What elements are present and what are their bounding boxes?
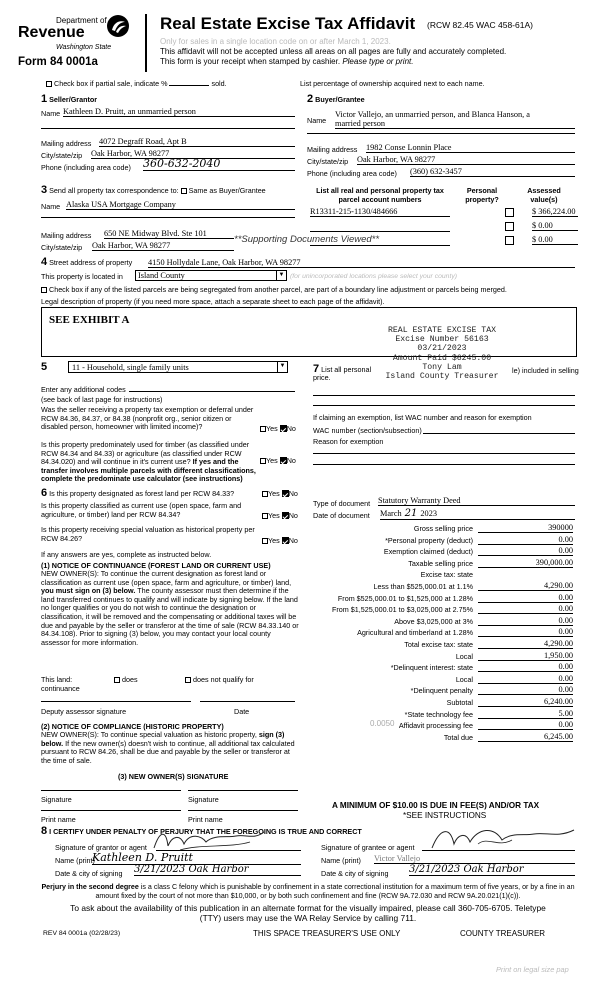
treasurer-only-label: THIS SPACE TREASURER'S USE ONLY — [253, 929, 401, 938]
tax-row-label: Subtotal — [446, 698, 473, 707]
seller-city-field[interactable]: Oak Harbor, WA 98277 — [91, 149, 295, 159]
tax-row-value[interactable]: 0.00 — [478, 535, 573, 545]
tax-row-label: Affidavit processing fee — [398, 721, 473, 731]
form-title: Real Estate Excise Tax Affidavit — [160, 14, 416, 33]
tax-row-label: Above $3,025,000 at 3% — [394, 616, 473, 626]
sec6-q1: 6 Is this property designated as forest land per RCW 84.33? — [41, 487, 235, 499]
deputy-date-label: Date — [234, 707, 250, 716]
exhibit-text: SEE EXHIBIT A — [49, 314, 130, 326]
street-row: 4 Street address of property — [41, 256, 133, 268]
tax-row-label: Taxable selling price — [408, 558, 473, 568]
grantor-date-field[interactable]: 3/21/2023 Oak Harbor — [134, 864, 301, 876]
q1-no-checkbox[interactable] — [280, 425, 287, 432]
buyer-heading: 2 Buyer/Grantee — [307, 93, 365, 105]
tax-row-value[interactable]: 0.00 — [478, 685, 573, 695]
tax-row-label: From $525,000.01 to $1,525,000 at 1.28% — [337, 593, 473, 603]
q2-no-checkbox[interactable] — [280, 457, 287, 464]
parcel-account[interactable]: R13311-215-1130/484666 — [310, 207, 450, 217]
tax-row-value[interactable]: 390,000.00 — [478, 558, 573, 568]
revision-label: REV 84 0001a (02/28/23) — [43, 930, 121, 937]
form-number: Form 84 0001a — [18, 56, 98, 68]
form-rcw: (RCW 82.45 WAC 458-61A) — [427, 20, 533, 30]
grantor-name-field[interactable]: Kathleen D. Pruitt — [92, 851, 301, 865]
tax-row-value[interactable]: 0.00 — [478, 662, 573, 672]
tax-row-label: Gross selling price — [413, 524, 473, 533]
chevron-down-icon: ▼ — [277, 362, 287, 372]
grantee-date-label: Date & city of signing — [321, 869, 389, 878]
personal-head: Personal property? — [465, 186, 499, 204]
owner-print-1[interactable] — [41, 810, 181, 811]
county-select[interactable]: Island County ▼ — [135, 270, 287, 281]
grantee-sig-label: Signature of grantee or agent — [321, 843, 415, 852]
dept-label: Department of — [56, 16, 107, 25]
same-as-buyer-checkbox[interactable] — [181, 188, 187, 194]
sec5-q1: Was the seller receiving a property tax exemption or deferral under RCW 84.36, 84.37, or 84.38 (nonprofit org., senior citizen or disabled person, homeowner with limited income)? — [41, 405, 254, 432]
located-label: This property is located in — [41, 272, 123, 281]
tax-row-label: *Delinquent penalty — [410, 686, 473, 696]
seller-mail-field[interactable]: 4072 Degraff Road, Apt B — [99, 137, 295, 147]
tax-row-value[interactable]: 0.00 — [478, 616, 573, 626]
tax-row-label: *State technology fee — [404, 709, 473, 719]
deputy-label: Deputy assessor signature — [41, 707, 127, 716]
sec8-certify: 8 I CERTIFY UNDER PENALTY OF PERJURY THAT THE FOREGOING IS TRUE AND CORRECT — [41, 825, 362, 837]
sec6-q2-answers: Yes No — [262, 511, 298, 520]
buyer-name-label: Name — [307, 116, 327, 125]
header-note-3: This form is your receipt when stamped by cashier. Please type or print. — [160, 57, 414, 66]
codes-label: Enter any additional codes — [41, 385, 126, 394]
grantee-name-label: Name (print) — [321, 856, 361, 865]
corr-city-label: City/state/zip — [41, 243, 83, 252]
grantor-signature-scribble — [150, 826, 270, 854]
buyer-city-label: City/state/zip — [307, 157, 349, 166]
doc-type-field[interactable]: Statutory Warranty Deed — [378, 496, 575, 506]
tax-row-value[interactable]: 6,245.00 — [478, 732, 573, 742]
buyer-mail-label: Mailing address — [307, 145, 358, 154]
supporting-docs-stamp: **Supporting Documents Viewed** — [234, 234, 380, 245]
parcel-value[interactable]: $ 366,224.00 — [532, 207, 578, 217]
grantee-name-field[interactable]: Victor Vallejo — [374, 854, 575, 864]
seller-mail-label: Mailing address — [41, 139, 92, 148]
ownership-note: List percentage of ownership acquired next to each name. — [300, 79, 485, 88]
corr-heading: 3 Send all property tax correspondence to: Same as Buyer/Grantee — [41, 184, 266, 196]
corr-name-field[interactable]: Alaska USA Mortgage Company — [66, 200, 295, 210]
sec7-price: price. — [313, 373, 331, 382]
tax-row-label: Exemption claimed (deduct) — [383, 547, 473, 557]
chevron-down-icon: ▼ — [276, 271, 286, 280]
notice3-head: (3) NEW OWNER(S) SIGNATURE — [118, 772, 229, 781]
seller-name-label: Name — [41, 109, 61, 118]
tax-row-value[interactable]: 0.00 — [478, 604, 573, 614]
owner-print-label-1: Print name — [41, 815, 76, 824]
segregate-row: Check box if any of the listed parcels are being segregated from another parcel, are part of a boundary line adjustment or parcels being merged. — [41, 285, 597, 294]
header-note-2: This affidavit will not be accepted unless all areas on all pages are fully and accurately completed. — [160, 47, 507, 56]
tax-row-value[interactable]: 0.00 — [478, 720, 573, 730]
buyer-city-field[interactable]: Oak Harbor, WA 98277 — [357, 155, 575, 165]
parcels-head: List all real and personal property tax parcel account numbers — [316, 186, 444, 204]
county-treasurer-label: COUNTY TREASURER — [460, 929, 546, 938]
sec5-q2: Is this property predominately used for timber (as classified under RCW 84.34 and 84.33) or agriculture (as classified under RCW 84.34.020) and will continue in it's current use? If yes and the transfer involves multiple parcels with different classifications, complete the predominate use calculator (see instructions) — [41, 440, 256, 484]
grantor-date-label: Date & city of signing — [55, 869, 123, 878]
owner-sig-label-1: Signature — [41, 795, 72, 804]
notice2-head: (2) NOTICE OF COMPLIANCE (HISTORIC PROPERTY) — [41, 722, 224, 731]
tax-row-label: Local — [455, 674, 473, 684]
tax-row-value[interactable]: 4,290.00 — [478, 581, 573, 591]
forest-no-checkbox[interactable] — [282, 490, 289, 497]
tax-row-value[interactable]: 390000 — [478, 523, 573, 533]
tax-row-value[interactable]: 0.00 — [478, 546, 573, 556]
buyer-phone-field[interactable]: (360) 632-3457 — [410, 167, 575, 177]
revenue-swirl-icon — [106, 14, 130, 38]
local-rate[interactable]: 0.0050 — [370, 719, 395, 728]
notice2-body: NEW OWNER(S): To continue special valuation as historic property, sign (3) below. If the new owner(s) doesn't wish to continue, all additional tax calculated pursuant to RCW 84.26, shall be due and payable by the seller or transferor at the time of sale. — [41, 730, 295, 765]
exemption-label: If claiming an exemption, list WAC number and reason for exemption — [313, 413, 532, 422]
header-divider — [145, 14, 147, 72]
excise-receipt-stamp: REAL ESTATE EXCISE TAX Excise Number 56163 03/21/2023 Amount Paid $6245.00 Tony Lam Island County Treasurer — [385, 326, 499, 382]
parcel-personal-checkbox[interactable] — [505, 208, 514, 217]
land-use-select[interactable]: 11 - Household, single family units ▼ — [68, 361, 288, 373]
historic-no-checkbox[interactable] — [282, 537, 289, 544]
revenue-label: Revenue — [18, 24, 85, 41]
see-instructions-note: *SEE INSTRUCTIONS — [403, 811, 487, 820]
notice1-head: (1) NOTICE OF CONTINUANCE (FOREST LAND OR CURRENT USE) — [41, 561, 271, 570]
street-address-field[interactable]: 4150 Hollydale Lane, Oak Harbor, WA 98277 — [148, 258, 575, 268]
does-not-qualify-checkbox[interactable] — [185, 677, 191, 683]
doc-date-field[interactable]: March 21 2023 — [380, 508, 575, 520]
buyer-name-field-2[interactable]: married person — [335, 119, 575, 129]
owner-signature-1[interactable] — [41, 790, 181, 791]
sec5-q2-answers: Yes No — [260, 456, 296, 465]
sec7-tail: le) included in selling — [512, 366, 579, 375]
buyer-mail-field[interactable]: 1982 Conse Lonnin Place — [366, 143, 575, 153]
tax-row-value[interactable]: 0.00 — [478, 593, 573, 603]
seller-name-field[interactable]: Kathleen D. Pruitt, an unmarried person — [63, 107, 295, 117]
perjury-notice: Perjury in the second degree is a class C felony which is punishable by confinement in a state correctional institution for a maximum term of five years, or by a fine in an amount fixed by the court of not more than $10,000, or by both such confinement and fine (RCW 9A.72.030 and RCW 9A.20.021(1)(c)). — [41, 883, 575, 900]
tax-row-label: Total due — [443, 732, 473, 742]
seller-phone-field[interactable]: 360-632-2040 — [143, 157, 295, 171]
wac-field[interactable] — [423, 433, 575, 434]
tax-row-value[interactable]: 4,290.00 — [478, 639, 573, 649]
sec6-any: If any answers are yes, complete as instructed below. — [41, 550, 212, 559]
land-label: This land: — [41, 675, 73, 684]
tax-row-label: Agricultural and timberland at 1.28% — [357, 628, 473, 638]
owner-print-2[interactable] — [188, 810, 298, 811]
state-label: Washington State — [56, 44, 112, 51]
doc-date-label: Date of document — [313, 511, 370, 520]
buyer-phone-label: Phone (including area code) — [307, 169, 397, 178]
corr-mail-label: Mailing address — [41, 231, 92, 240]
tax-row-label: Total excise tax: state — [404, 640, 473, 649]
assessed-head: Assessed value(s) — [527, 186, 561, 204]
county-hint: (for unincorporated locations please select your county) — [290, 273, 457, 280]
seller-city-label: City/state/zip — [41, 151, 83, 160]
parcel-personal-checkbox[interactable] — [505, 222, 514, 231]
notice1-body: NEW OWNER(S): To continue the current designation as forest land or classification as current use (open space, farm and agriculture, or timber) land, you must sign on (3) below. The county assessor must then determine if the land transferred continues to qualify and will indicate by signing below. If the land no longer qualifies or you do not wish to continue the designation or classification, it will be removed and the compensating or additional taxes will be due and payable by the seller or transferor at the time of sale (RCW 84.33.140 or 84.34.108). Prior to signing (3) below, you may contact your local county assessor for more information. — [41, 569, 299, 647]
grantee-date-field[interactable]: 3/21/2023 Oak Harbor — [409, 864, 575, 876]
land-does: does — [114, 675, 138, 684]
parcel-account[interactable] — [310, 235, 450, 246]
parcel-value[interactable]: $ 0.00 — [532, 221, 578, 231]
tax-row-label: From $1,525,000.01 to $3,025,000 at 2.75% — [331, 605, 473, 615]
accessibility-notice: To ask about the availability of this publication in an alternate format for the visually impaired, please call 360-705-6705. Teletype (TTY) users may use the WA Relay Service by calling 711. — [70, 903, 546, 923]
buyer-name-field-1[interactable]: Victor Vallejo, an unmarried person, and Blanca Hanson, a — [335, 110, 530, 119]
owner-signature-2[interactable] — [188, 790, 298, 791]
seller-phone-label: Phone (including area code) — [41, 163, 131, 172]
sec5-num: 5 — [41, 361, 48, 373]
sec6-q2: Is this property classified as current use (open space, farm and agriculture, or timber) land per RCW 84.34? — [41, 501, 242, 519]
seller-heading: 1 Seller/Grantor — [41, 93, 98, 105]
partial-sale-row: Check box if partial sale, indicate % sold. — [46, 79, 227, 88]
parcel-row — [310, 207, 575, 218]
reason-label: Reason for exemption — [313, 437, 384, 446]
land-does-not: does not qualify for — [185, 675, 254, 684]
grantor-name-label: Name (print) — [55, 856, 95, 865]
segregate-checkbox[interactable] — [41, 287, 47, 293]
tax-row-label: *Delinquent interest: state — [390, 663, 473, 673]
legal-label: Legal description of property (if you need more space, attach a separate sheet to each page of the affidavit). — [41, 297, 385, 306]
corr-mail-field[interactable]: 650 NE Midway Blvd. Ste 101 — [104, 229, 234, 239]
tax-row-label: Excise tax: state — [420, 570, 473, 580]
doc-type-label: Type of document — [313, 499, 371, 508]
current-use-no-checkbox[interactable] — [282, 512, 289, 519]
sec6-q3-answers: Yes No — [262, 536, 298, 545]
owner-sig-label-2: Signature — [188, 795, 219, 804]
print-legal-note: Print on legal size pap — [496, 965, 569, 974]
partial-sale-checkbox[interactable] — [46, 81, 52, 87]
owner-print-label-2: Print name — [188, 815, 223, 824]
sec5-q1-answers: Yes No — [260, 424, 296, 433]
minimum-fee-note: A MINIMUM OF $10.00 IS DUE IN FEE(S) AND/OR TAX — [332, 801, 540, 810]
continuance-label: continuance — [41, 684, 80, 693]
tax-row-label: Local — [455, 651, 473, 661]
parcel-row — [310, 221, 575, 232]
corr-city-field[interactable]: Oak Harbor, WA 98277 — [92, 241, 234, 251]
tax-row-value[interactable]: 6,240.00 — [478, 697, 573, 707]
tax-row-value[interactable]: 5.00 — [478, 709, 573, 719]
header-note-1: Only for sales in a single location code on or after March 1, 2023. — [160, 37, 391, 46]
grantee-signature-scribble — [428, 822, 578, 852]
sec7: 7 List all personal — [313, 363, 372, 375]
grantor-sig-label: Signature of grantor or agent — [55, 843, 147, 852]
codes-note: (see back of last page for instructions) — [41, 395, 163, 404]
tax-row-value[interactable]: 0.00 — [478, 674, 573, 684]
tax-row-label: Less than $525,000.01 at 1.1% — [373, 582, 473, 591]
parcel-value[interactable]: $ 0.00 — [532, 235, 578, 245]
corr-name-label: Name — [41, 202, 61, 211]
tax-row-label: *Personal property (deduct) — [385, 535, 473, 545]
wac-label: WAC number (section/subsection) — [313, 426, 422, 435]
parcel-personal-checkbox[interactable] — [505, 236, 514, 245]
tax-row-value[interactable]: 0.00 — [478, 627, 573, 637]
parcel-account[interactable] — [310, 221, 450, 232]
tax-row-value[interactable]: 1,950.00 — [478, 651, 573, 661]
does-qualify-checkbox[interactable] — [114, 677, 120, 683]
parcel-row — [310, 235, 575, 246]
sec6-q1-answers: Yes No — [262, 489, 298, 498]
sec6-q3: Is this property receiving special valuation as historical property per RCW 84.26? — [41, 525, 255, 543]
